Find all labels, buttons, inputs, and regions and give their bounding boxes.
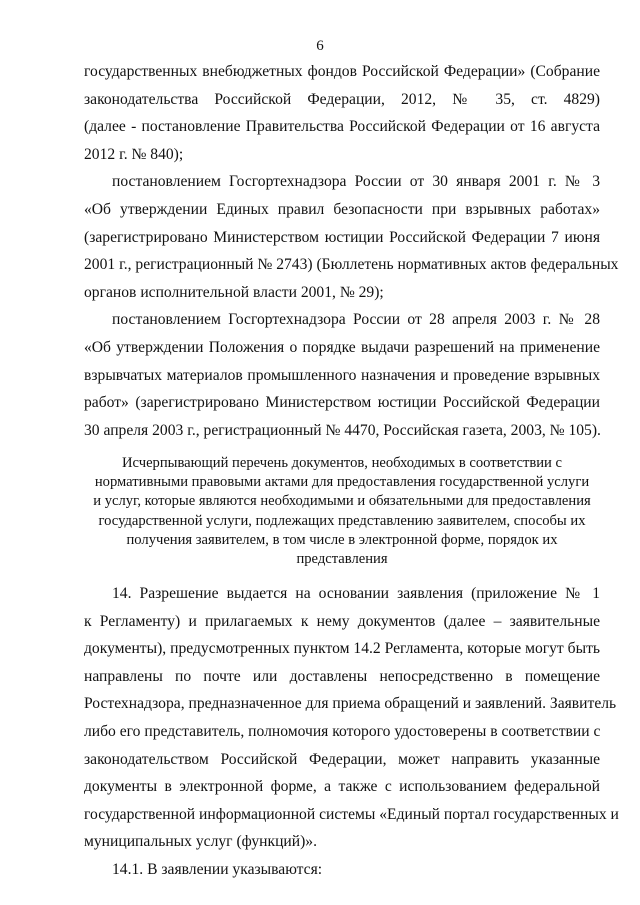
- text-line: законодательством Российской Федерации, может направить указанные: [84, 750, 600, 768]
- text-line: 14. Разрешение выдается на основании заявления (приложение № 1: [112, 585, 600, 602]
- heading-line: представления: [296, 551, 388, 568]
- text-line: 30 апреля 2003 г., регистрационный № 4470, Российская газета, 2003, № 105).: [84, 421, 601, 439]
- text-line: государственных внебюджетных фондов Российской Федерации» (Собрание: [84, 63, 600, 80]
- heading-line: Исчерпывающий перечень документов, необходимых в соответствии с: [122, 455, 562, 471]
- legal-references-block: [84, 58, 619, 444]
- text-line: 2012 г. № 840);: [84, 145, 184, 163]
- section-heading: [84, 454, 600, 569]
- text-line: муниципальных услуг (функций)».: [84, 833, 318, 851]
- text-line: постановлением Госгортехнадзора России от 30 января 2001 г. № 3: [112, 173, 600, 191]
- heading-line: нормативными правовыми актами для предоставления государственной услуги: [94, 474, 590, 491]
- text-line: направлены по почте или доставлены непосредственно в помещение: [84, 667, 600, 685]
- text-line: законодательства Российской Федерации, 2012, № 35, ст. 4829): [84, 90, 600, 108]
- text-line: государственной информационной системы «Единый портал государственных и: [84, 805, 619, 823]
- text-line: «Об утверждении Положения о порядке выдачи разрешений на применение: [84, 338, 600, 356]
- heading-line: и услуг, которые являются необходимыми и обязательными для предоставления: [93, 493, 591, 510]
- text-line: «Об утверждении Единых правил безопасности при взрывных работах»: [84, 200, 600, 218]
- heading-line: получения заявителем, в том числе в электронной форме, порядок их: [126, 531, 558, 548]
- text-line: (зарегистрировано Министерством юстиции Российской Федерации 7 июня: [84, 228, 600, 246]
- text-line: документы), предусмотренных пунктом 14.2 Регламента, которые могут быть: [84, 640, 600, 658]
- paragraph-14: [84, 580, 619, 884]
- text-line: к Регламенту) и прилагаемых к нему документов (далее – заявительные: [84, 612, 600, 630]
- text-line: (далее - постановление Правительства Российской Федерации от 16 августа: [84, 118, 600, 136]
- page-number: 6: [316, 38, 324, 54]
- text-line: постановлением Госгортехнадзора России от 28 апреля 2003 г. № 28: [112, 311, 600, 329]
- text-line: органов исполнительной власти 2001, № 29);: [84, 283, 384, 301]
- text-line: документы в электронной форме, а также с использованием федеральной: [84, 778, 600, 796]
- heading-line: государственной услуги, подлежащих представлению заявителем, способы их: [98, 512, 586, 529]
- text-line: 2001 г., регистрационный № 2743) (Бюллетень нормативных актов федеральных: [84, 256, 619, 274]
- text-line: работ» (зарегистрировано Министерством юстиции Российской Федерации: [84, 394, 600, 412]
- text-line: либо его представитель, полномочия которого удостоверены в соответствии с: [84, 722, 601, 740]
- text-line: взрывчатых материалов промышленного назначения и проведение взрывных: [84, 366, 600, 384]
- text-line: Ростехнадзора, предназначенное для приема обращений и заявлений. Заявитель: [84, 695, 617, 713]
- text-line: 14.1. В заявлении указываются:: [112, 860, 323, 878]
